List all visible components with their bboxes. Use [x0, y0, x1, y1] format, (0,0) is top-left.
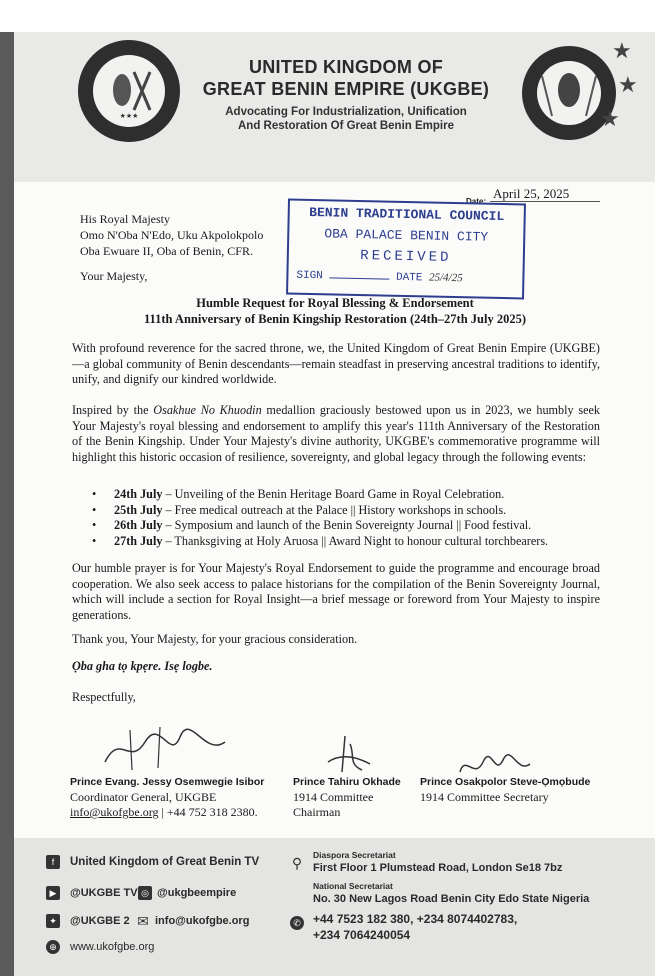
- signatory-2: Prince Tahiru Okhade 1914 Committee Chairman: [293, 776, 401, 819]
- youtube-icon: ▶: [46, 886, 60, 900]
- list-item: • 25th July – Free medical outreach at the Palace || History workshops in schools.: [92, 502, 507, 517]
- globe-icon: ⊕: [46, 940, 60, 954]
- footer-email: info@ukofgbe.org: [155, 915, 250, 927]
- closing-line: Respectfully,: [72, 690, 136, 704]
- blessing-line: Ọba gha tọ kpẹre. Isẹ logbe.: [72, 659, 213, 673]
- national-address: No. 30 New Lagos Road Benin City Edo State Nigeria: [313, 893, 590, 905]
- received-stamp: BENIN TRADITIONAL COUNCIL OBA PALACE BENIN CITY RECEIVED SIGN DATE 25/4/25: [286, 199, 526, 300]
- footer-website: www.ukofgbe.org: [70, 941, 155, 953]
- diaspora-label: Diaspora Secretariat: [313, 850, 396, 860]
- list-item: • 27th July – Thanksgiving at Holy Aruosa || Award Night to honour cultural torchbearers.: [92, 533, 549, 548]
- facebook-icon: f: [46, 855, 60, 869]
- list-item: • 26th July – Symposium and launch of the Benin Sovereignty Journal || Food festival.: [92, 518, 532, 533]
- thanks-line: Thank you, Your Majesty, for your gracious consideration.: [72, 632, 358, 646]
- twitter-icon: ✦: [46, 914, 60, 928]
- ukgbe-logo-left: [78, 40, 180, 142]
- top-margin: [0, 0, 655, 32]
- organization-tagline: Advocating For Industrialization, Unification And Restoration Of Great Benin Empire: [225, 106, 467, 132]
- footer-twitter: @UKGBE 2: [70, 915, 130, 927]
- recipient-address: His Royal Majesty Omo N'Oba N'Edo, Uku Akpolokpolo Oba Ewuare II, Oba of Benin, CFR.: [80, 212, 264, 258]
- date-label: Date:: [466, 197, 487, 206]
- signatory-email-link[interactable]: info@ukofgbe.org: [70, 805, 159, 819]
- phone-numbers-line1: +44 7523 182 380, +234 8074402783,: [313, 912, 518, 926]
- ukgbe-emblem-icon: [78, 40, 180, 142]
- subject-heading: Humble Request for Royal Blessing & Endorsement 111th Anniversary of Benin Kingship Restoration (24th–27th July 2025): [144, 296, 526, 326]
- paragraph-request: Inspired by the Osakhue No Khuodin medallion graciously bestowed upon us in 2023, we humbly seek Your Majesty's royal blessing and endorsement to amplify this year's 111th Anniversary of the Restoration of the Benin Kingship. Under Your Majesty's divine authority, UKGBE's commemorative programme will highlight this historic occasion of resilience, sovereignty, and global legacy through the following events:: [72, 403, 601, 464]
- star-icon: ★: [612, 38, 632, 63]
- paragraph-intro: With profound reverence for the sacred throne, we, the United Kingdom of Great Benin Empire (UKGBE)—a global community of Benin descendants—remain steadfast in preserving ancestral traditions to identify, unify, and dignify our kindred worldwide.: [72, 341, 600, 387]
- signature-isibor: [100, 722, 230, 774]
- footer-youtube: @UKGBE TV: [70, 887, 138, 899]
- events-list: [88, 487, 608, 549]
- signature-okhade: [320, 734, 380, 776]
- footer-instagram: @ukgbeempire: [157, 887, 237, 899]
- left-scan-shadow: [0, 32, 14, 976]
- diaspora-address: First Floor 1 Plumstead Road, London Se18 7bz: [313, 862, 563, 874]
- list-item: • 24th July – Unveiling of the Benin Heritage Board Game in Royal Celebration.: [92, 487, 505, 501]
- mail-icon: ✉: [137, 913, 149, 929]
- signatory-1: Prince Evang. Jessy Osemwegie Isibor Coordinator General, UKGBE info@ukofgbe.org | +44 752 318 2380.: [70, 776, 265, 819]
- star-icon: ★: [600, 106, 620, 131]
- organization-title: UNITED KINGDOM OF GREAT BENIN EMPIRE (UKGBE): [202, 57, 490, 99]
- national-label: National Secretariat: [313, 881, 393, 891]
- star-icon: ★: [618, 72, 638, 97]
- signatory-3: Prince Osakpolor Steve-Ọmọbude 1914 Committee Secretary: [420, 776, 591, 804]
- salutation: Your Majesty,: [80, 269, 148, 283]
- svg-text:★★★: ★★★: [119, 113, 139, 120]
- instagram-icon: ◎: [138, 886, 152, 900]
- location-pin-icon: ⚲: [291, 855, 303, 871]
- letter-date: April 25, 2025: [493, 186, 570, 201]
- date-underline: [490, 201, 600, 202]
- footer-facebook: United Kingdom of Great Benin TV: [70, 856, 260, 868]
- paragraph-prayer: Our humble prayer is for Your Majesty's Royal Endorsement to guide the programme and encourage broad cooperation. We also seek access to palace historians for the compilation of the Benin Sovereignty Journal, which will include a section for Royal Insight—a brief message or foreword from Your Majesty to inspire generations.: [72, 561, 600, 622]
- phone-icon: ✆: [290, 916, 304, 930]
- phone-numbers-line2: +234 7064240054: [313, 928, 411, 942]
